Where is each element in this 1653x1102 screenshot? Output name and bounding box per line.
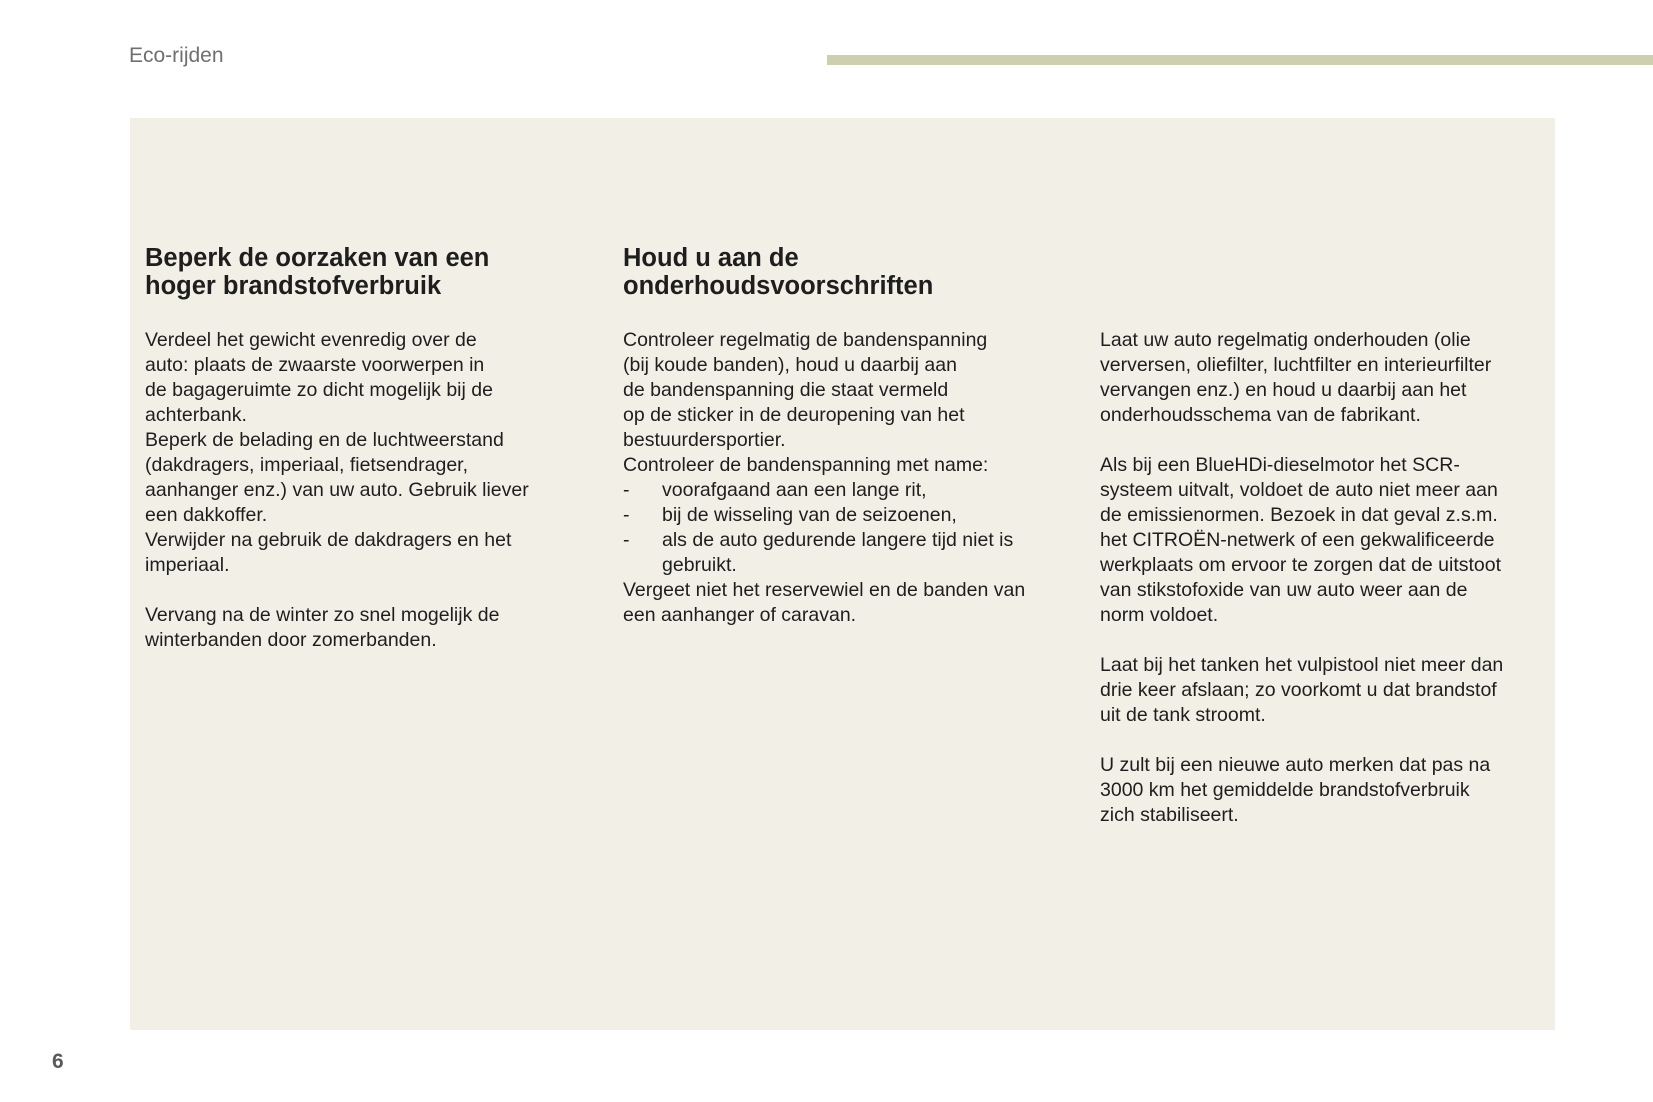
paragraph-regular-service: Laat uw auto regelmatig onderhouden (olie verversen, oliefilter, luchtfilter en interieurfilter vervangen enz.) en houd u daarbij aan het onderhoudsschema van de fabrikant. (1100, 329, 1492, 426)
paragraph-scr-system: Als bij een BlueHDi-dieselmotor het SCR- systeem uitvalt, voldoet de auto niet meer aan de emissienormen. Bezoek in dat geval z.s.m. het CITROËN-netwerk of een gekwalificeerde werkplaats om ervoor te zorgen dat de uitstoot van stikstofoxide van uw auto weer aan de norm voldoet. (1100, 454, 1502, 626)
heading-fuel-consumption-causes: Beperk de oorzaken van een hoger brandstofverbruik (145, 244, 490, 300)
paragraph-tyre-pressure: Controleer regelmatig de bandenspanning (bij koude banden), houd u daarbij aan de bandenspanning die staat vermeld op de sticker in de deuropening van het bestuurdersportier. Controleer de bandenspanning met name: (623, 329, 989, 476)
column-2-body (623, 328, 1063, 628)
heading-maintenance-rules: Houd u aan de onderhoudsvoorschriften (623, 244, 934, 300)
section-title: Eco-rijden (129, 44, 224, 67)
paragraph-new-car-consumption: U zult bij een nieuwe auto merken dat pas na 3000 km het gemiddelde brandstofverbruik zich stabiliseert. (1100, 754, 1491, 826)
paragraph-refuelling: Laat bij het tanken het vulpistool niet meer dan drie keer afslaan; zo voorkomt u dat brandstof uit de tank stroomt. (1100, 654, 1504, 726)
column-3-body (1100, 328, 1545, 828)
list-dash: - (623, 529, 630, 551)
list-item: - voorafgaand aan een lange rit, (623, 479, 927, 501)
tyre-check-list (623, 478, 1063, 578)
list-dash: - (623, 479, 630, 501)
list-dash: - (623, 504, 630, 526)
paragraph-winter-tyres: Vervang na de winter zo snel mogelijk de winterbanden door zomerbanden. (145, 604, 500, 651)
paragraph-spare-wheel: Vergeet niet het reservewiel en de banden van een aanhanger of caravan. (623, 579, 1026, 626)
list-item: - bij de wisseling van de seizoenen, (623, 504, 957, 526)
column-1-body (145, 328, 575, 653)
header-accent-bar (827, 55, 1653, 65)
page-number: 6 (52, 1050, 64, 1073)
list-item: - als de auto gedurende langere tijd niet is gebruikt. (623, 529, 1014, 576)
paragraph-weight-load: Verdeel het gewicht evenredig over de auto: plaats de zwaarste voorwerpen in de bagageruimte zo dicht mogelijk bij de achterbank. Beperk de belading en de luchtweerstand (dakdragers, imperiaal, fietsendrager, aanhanger enz.) van uw auto. Gebruik liever een dakkoffer. Verwijder na gebruik de dakdragers en het imperiaal. (145, 329, 529, 576)
